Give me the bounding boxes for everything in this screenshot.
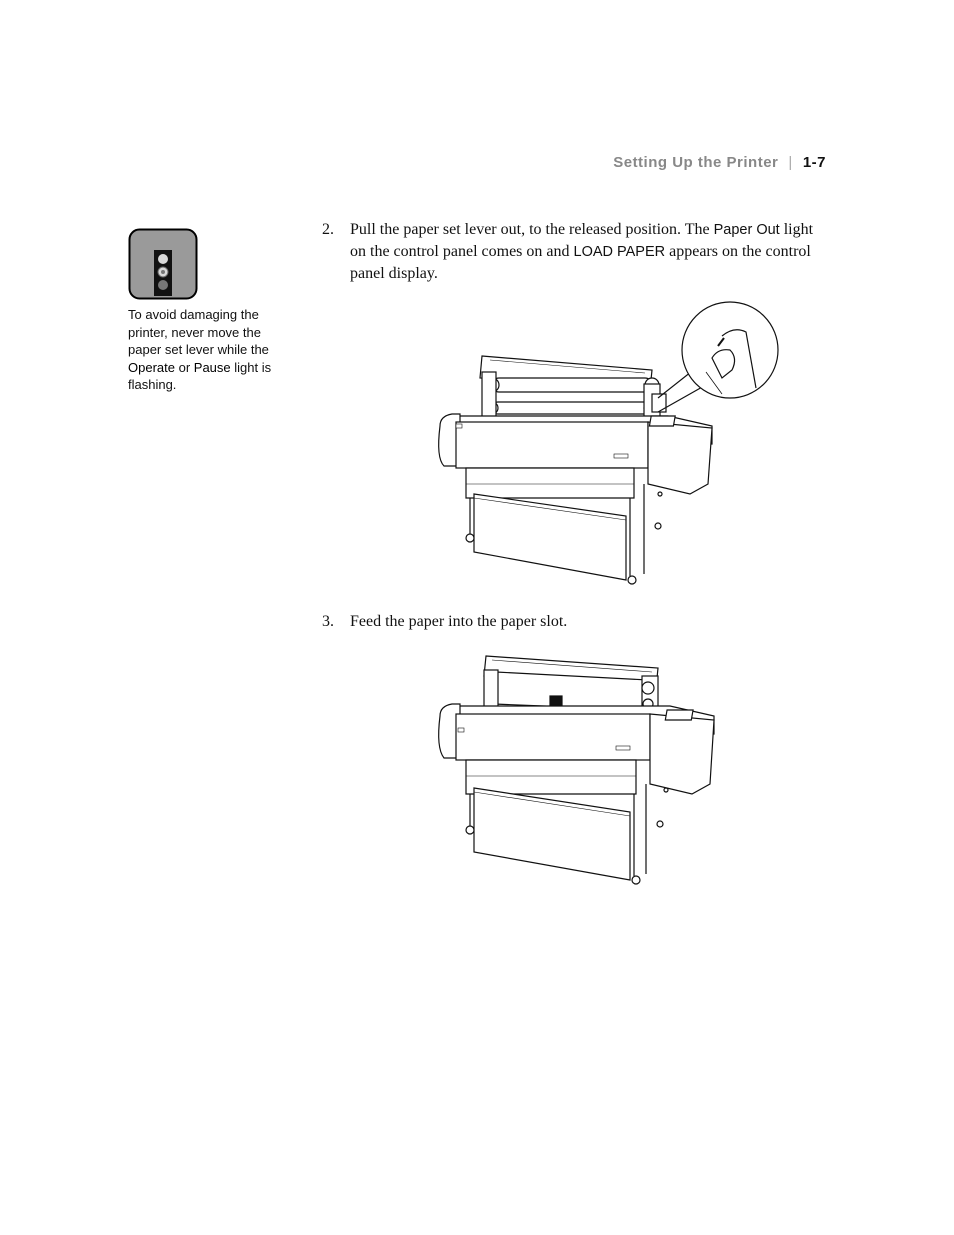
page-number: 1-7 bbox=[802, 154, 826, 171]
step-text: Pull the paper set lever out, to the released position. The Paper Out light on the control panel comes on and LOAD PAPER appears on the control panel display. bbox=[350, 221, 814, 282]
operate-label: Operate bbox=[128, 359, 175, 375]
step-2 bbox=[322, 219, 822, 284]
header-separator: | bbox=[788, 154, 793, 171]
note-text: light is flashing. bbox=[128, 359, 272, 392]
step-3 bbox=[322, 611, 822, 632]
note-text: To avoid damaging the printer, never move the paper set lever while the bbox=[128, 307, 269, 357]
caution-note bbox=[128, 306, 290, 394]
step-text: Feed the paper into the paper slot. bbox=[350, 613, 568, 630]
note-text: or bbox=[174, 359, 194, 375]
printer-feed-illustration bbox=[430, 648, 730, 895]
printer-lever-illustration bbox=[430, 298, 782, 595]
section-title: Setting Up the Printer bbox=[613, 154, 779, 171]
paper-out-label: Paper Out bbox=[713, 222, 780, 238]
running-header bbox=[613, 154, 826, 171]
step-number: 2. bbox=[322, 221, 334, 238]
step-number: 3. bbox=[322, 613, 334, 630]
load-paper-label: LOAD PAPER bbox=[573, 244, 666, 260]
pause-label: Pause bbox=[193, 359, 231, 375]
caution-lights-icon bbox=[128, 228, 198, 300]
